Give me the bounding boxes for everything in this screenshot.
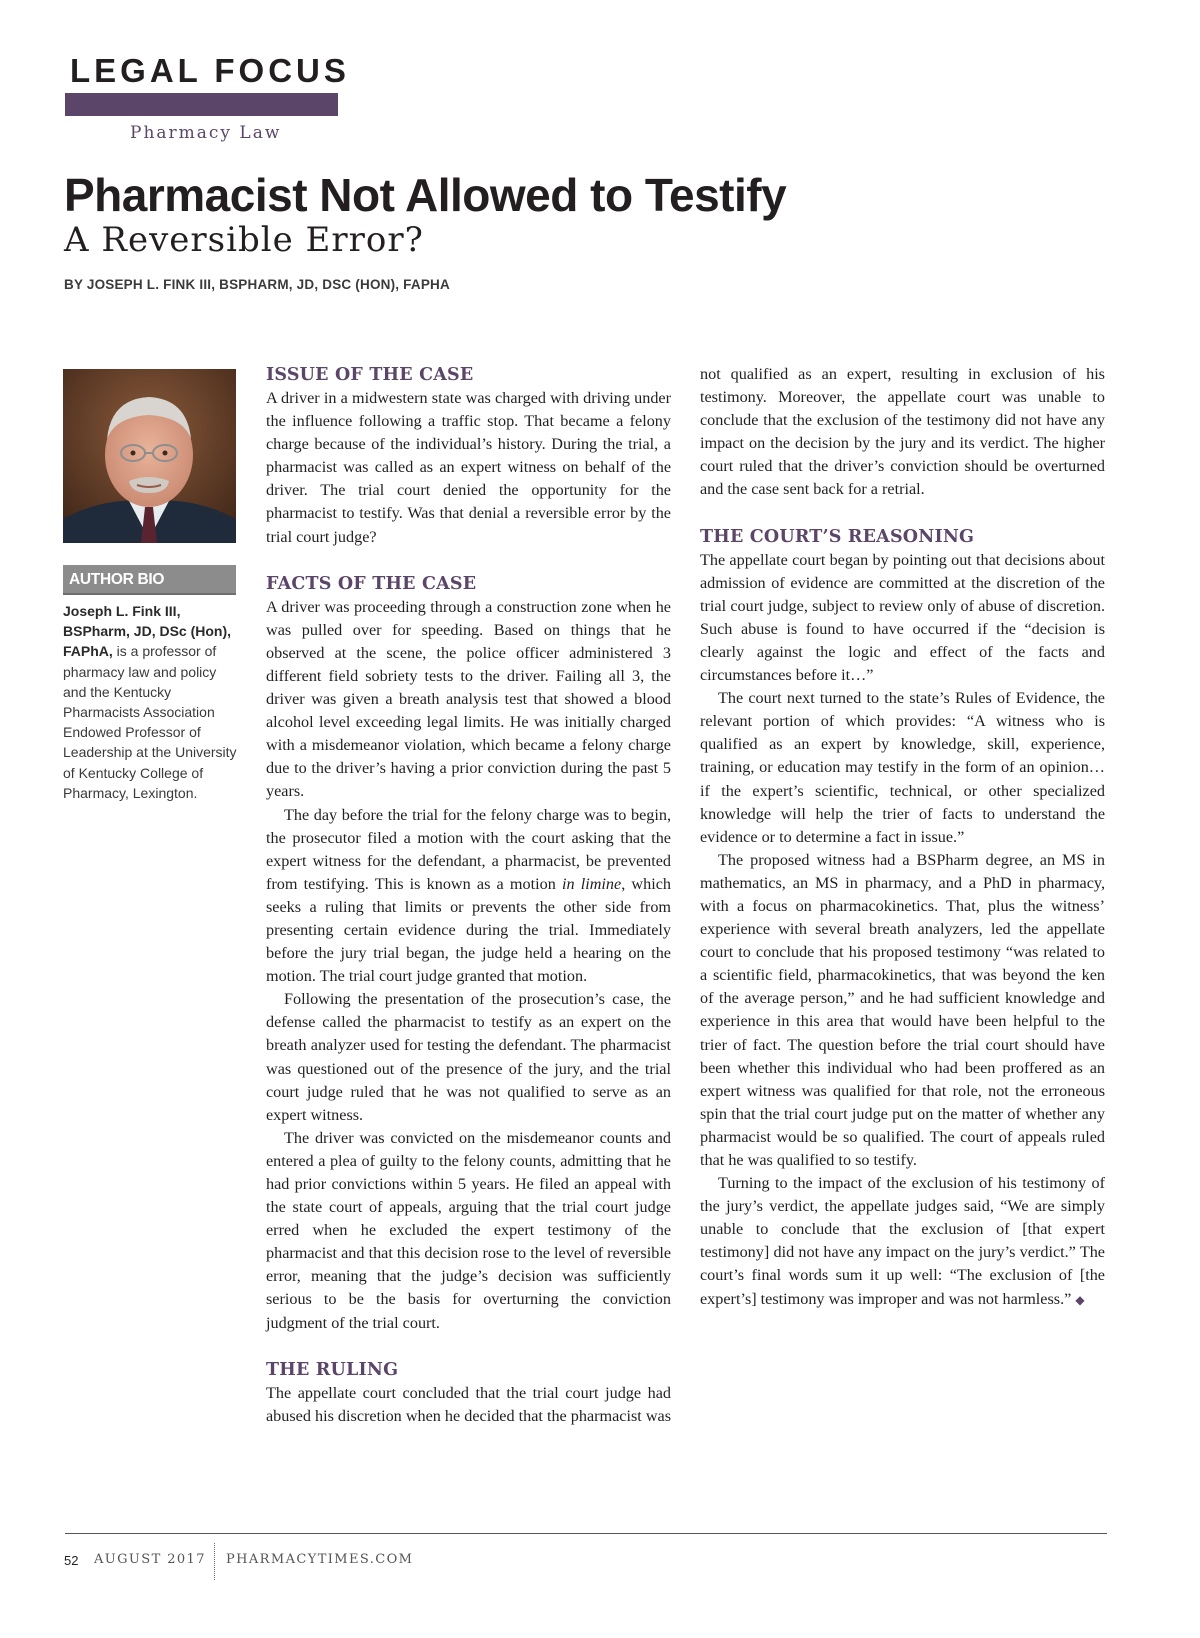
article-subtitle: A Reversible Error?: [64, 220, 424, 260]
reasoning-heading: THE COURT’S REASONING: [700, 526, 975, 547]
byline: BY JOSEPH L. FINK III, BSPHARM, JD, DSC (HON), FAPHA: [64, 277, 450, 292]
ruling-paragraph: The appellate court concluded that the trial court judge had abused his discretion when he decided that the pharmacist was: [266, 1383, 672, 1425]
page-number: 52: [64, 1553, 79, 1568]
author-bio-text: [63, 601, 241, 803]
footer-rule: [65, 1533, 1107, 1534]
reasoning-paragraph-4: Turning to the impact of the exclusion of his testimony of the jury’s verdict, the appellate judges said, “We are simply unable to conclude that the exclusion of [that expert testimony] did not have any impact on the jury’s verdict.” The court’s final words sum it up well: “The exclusion of [the expert’s] testimony was improper and was not harmless.” ◆: [700, 1174, 1105, 1308]
article-column-right: [700, 363, 1105, 1312]
facts-paragraph-2: The day before the trial for the felony charge was to begin, the prosecutor filed a motion with the court asking that the expert witness for the defendant, a pharmacist, be prevented from testifying. This is known as a motion in limine, which seeks a ruling that limits or prevents the other side from presenting certain evidence during the trial. Immediately before the jury trial began, the judge held a hearing on the motion. The trial court judge granted that motion.: [266, 805, 671, 986]
issue-date: AUGUST 2017: [94, 1552, 206, 1567]
reasoning-paragraph-1: The appellate court began by pointing out that decisions about admission of evidence are committed at the discretion of the trial court judge, subject to review only of abuse of discretion. Such abuse is found to have occurred if the “decision is clearly against the logic and effect of the facts and circumstances before it…”: [700, 550, 1105, 685]
footer-divider: [214, 1543, 215, 1580]
end-mark-icon: ◆: [1075, 1292, 1085, 1307]
facts-heading: FACTS OF THE CASE: [266, 573, 477, 594]
author-bio-header: AUTHOR BIO: [63, 565, 236, 595]
latin-term: in limine: [561, 874, 622, 893]
issue-paragraph: A driver in a midwestern state was charged with driving under the influence following a traffic stop. That became a felony charge because of the individual’s history. During the trial, a pharmacist was called as an expert witness on behalf of the driver. The trial court denied the opportunity for the pharmacist to testify. Was that denial a reversible error by the trial court judge?: [266, 389, 671, 546]
facts-paragraph-3: Following the presentation of the prosecution’s case, the defense called the pharmacist to testify as an expert on the breath analyzer used for testing the defendant. The pharmacist was questioned out of the presence of the jury, and the trial court judge ruled that he was not qualified to serve as an expert witness.: [266, 990, 671, 1124]
author-name: Joseph L. Fink III, BSPharm, JD, DSc (Hon), FAPhA,: [63, 603, 232, 660]
reasoning-paragraph-2: The court next turned to the state’s Rules of Evidence, the relevant portion of which provides: “A witness who is qualified as an expert by knowledge, skill, experience, training, or education may testify in the form of an opinion…if the expert’s scientific, technical, or other specialized knowledge will help the trier of facts to understand the evidence or to determine a fact in issue.”: [700, 689, 1105, 846]
facts-paragraph-4: The driver was convicted on the misdemeanor counts and entered a plea of guilty to the felony counts, admitting that he had prior convictions within 5 years. He filed an appeal with the state court of appeals, arguing that the trial court judge erred when he excluded the expert testimony of the pharmacist and that this decision rose to the level of reversible error, meaning that the judge’s decision was sufficiently serious to be the basis for overturning the conviction judgment of the trial court.: [266, 1128, 671, 1332]
facts-paragraph-1: A driver was proceeding through a construction zone when he was pulled over for speeding. Based on things that he observed at the scene, the police officer administered 3 different field sobriety tests to the driver. Failing all 3, the driver was given a breath analysis test that showed a blood alcohol level exceeding legal limits. He was initially charged with a misdemeanor violation, which became a felony charge due to the driver’s having a prior conviction during the past 5 years.: [266, 597, 671, 801]
ruling-heading: THE RULING: [266, 1359, 399, 1380]
reasoning-paragraph-3: The proposed witness had a BSPharm degree, an MS in mathematics, an MS in pharmacy, and a PhD in pharmacy, with a focus on pharmacokinetics. That, plus the witness’ experience with several breath analyzers, led the appellate court to conclude that his proposed testimony “was related to a scientific field, pharmacokinetics, that was beyond the ken of the average person,” and he had sufficient knowledge and experience in this area that would have been helpful to the trier of fact. The question before the trial court should have been whether this individual who had been proffered as an expert witness was qualified for that role, not the erroneous spin that the trial court judge put on the matter of whether any pharmacist would be so qualified. The court of appeals ruled that he was qualified to so testify.: [700, 850, 1105, 1169]
subsection-label: Pharmacy Law: [130, 123, 282, 143]
article-title: Pharmacist Not Allowed to Testify: [64, 169, 787, 221]
ruling-paragraph-continued: not qualified as an expert, resulting in exclusion of his testimony. Moreover, the appellate court was unable to conclude that the exclusion of the testimony did not have any impact on the decision by the jury and its verdict. The higher court ruled that the driver’s conviction should be overturned and the case sent back for a retrial.: [700, 365, 1105, 499]
section-accent-bar: [65, 93, 338, 116]
section-label: LEGAL FOCUS: [70, 52, 350, 89]
article-column-left: [266, 363, 671, 1428]
author-photo: [63, 369, 236, 543]
issue-heading: ISSUE OF THE CASE: [266, 365, 474, 385]
website-label: PHARMACYTIMES.COM: [226, 1552, 414, 1567]
author-bio-description: is a professor of pharmacy law and policy and the Kentucky Pharmacists Association Endowed Professor of Leadership at the University of Kentucky College of Pharmacy, Lexington.: [63, 643, 237, 801]
